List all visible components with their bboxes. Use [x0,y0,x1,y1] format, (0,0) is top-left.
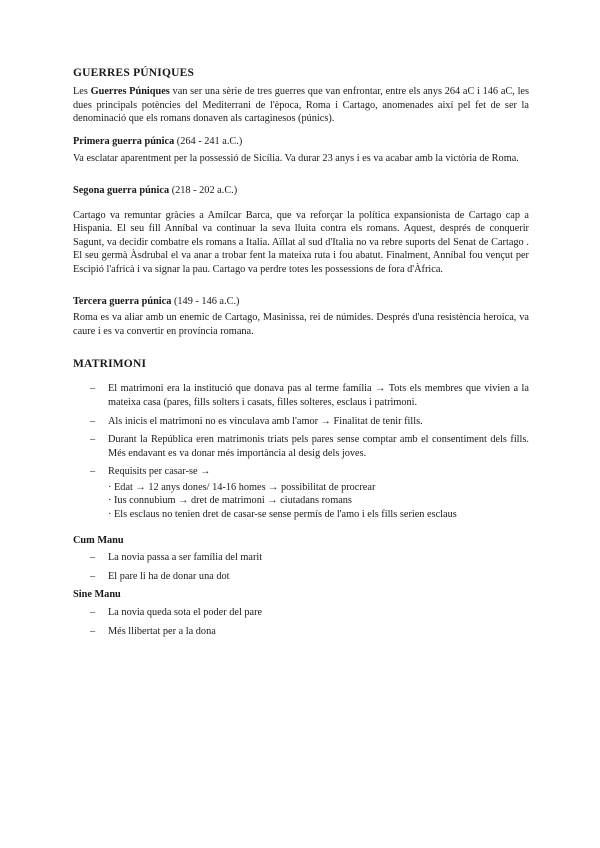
list-item-text: Més llibertat per a la dona [108,625,216,637]
requisit-item: · Els esclaus no tenien dret de casar-se sense permís de l'amo i els fills serien esclaus [108,509,457,521]
dash-bullet: – [90,383,96,395]
list-item [73,433,529,460]
dash-bullet: – [90,552,96,564]
third-war-title: Tercera guerra púnica [73,295,172,307]
dash-bullet: – [90,625,96,637]
dash-bullet: – [90,434,96,446]
list-item [73,625,529,639]
third-war-text: Roma es va aliar amb un enemic de Cartago, Masinissa, rei de númides. Després d'una resistència heroica, va caure i es va convertir en província romana. [73,312,529,337]
dash-bullet: – [90,570,96,582]
dash-bullet: – [90,466,96,478]
second-war-heading [73,184,529,198]
list-item [73,465,529,479]
third-war-heading [73,295,529,309]
list-item-text: La novia passa a ser família del marit [108,552,263,564]
list-item-text: El matrimoni era la institució que donava pas al terme família → Tots els membres que vivien a la mateixa casa (pares, fills solters i casats, filles solteres, esclaus i patrimoni. [108,383,529,408]
requisit-item: · Edat → 12 anys dones/ 14-16 homes → possibilitat de procrear [108,481,376,493]
second-war-title: Segona guerra púnica [73,184,170,196]
list-item-text: La novia queda sota el poder del pare [108,607,263,619]
list-item [73,551,529,565]
section-heading-matrimoni: MATRIMONI [73,358,147,371]
section-heading-guerres: GUERRES PÚNIQUES [73,67,195,79]
list-item [73,570,529,584]
list-item [73,382,529,409]
intro-rest: van ser una sèrie de tres guerres que van enfrontar, entre els anys 264 aC i 146 aC, les dues principals potències del Mediterrani de l'època, Roma i Cartago, anomenades així pel fet de ser la denominació que els romans donaven als cartaginesos (púnics). [73,86,530,125]
dash-bullet: – [90,415,96,427]
third-war-dates: (149 - 146 a.C.) [171,295,240,307]
requisit-item: · Ius connubium → dret de matrimoni → ciutadans romans [108,495,352,507]
list-item [73,606,529,620]
list-item-text: El pare li ha de donar una dot [108,570,230,582]
list-item-text: Als inicis el matrimoni no es vinculava amb l'amor → Finalitat de tenir fills. [108,415,423,427]
sine-manu-list [73,606,529,638]
document-page [73,66,529,643]
first-war-text: Va esclatar aparentment per la possessió de Sicília. Va durar 23 anys i es va acabar amb la victòria de Roma. [73,153,519,165]
dash-bullet: – [90,607,96,619]
sine-manu-heading: Sine Manu [73,589,121,601]
list-item-text: Requisits per casar-se → [108,466,211,478]
cum-manu-heading: Cum Manu [73,534,124,546]
intro-prefix: Les [73,86,91,97]
cum-manu-list [73,551,529,583]
matrimoni-list [73,382,529,479]
first-war-dates: (264 - 241 a.C.) [174,135,243,147]
first-war-title: Primera guerra púnica [73,135,175,147]
list-item-text: Durant la República eren matrimonis triats pels pares sense comptar amb el consentiment dels fills. Més endavant es va donar més importància al desig dels joves. [108,434,529,459]
second-war-dates: (218 - 202 a.C.) [169,184,238,196]
list-item [73,415,529,429]
requisits-list [73,481,529,522]
first-war-heading [73,135,529,149]
intro-bold-term: Guerres Púniques [90,86,170,97]
second-war-text: Cartago va remuntar gràcies a Amílcar Barca, que va reforçar la política expansionista de Cartago cap a Hispania. El seu fill Anníbal va continuar la seva lluita contra els romans. Aquest, després de conquerir Sagunt, va decidir combatre els romans a Italia. Aïllat al sud d'Italia no va rebre suports del Senat de Cartago . El seu germà Àsdrubal el va anar a trobar fent la mateixa ruta i fou abatut. Finalment, Anníbal fou vençut per Escipió l'africà i va signar la pau. Cartago va perdre totes les possessions de fora d'Àfrica. [73,209,529,275]
intro-paragraph [73,85,529,126]
